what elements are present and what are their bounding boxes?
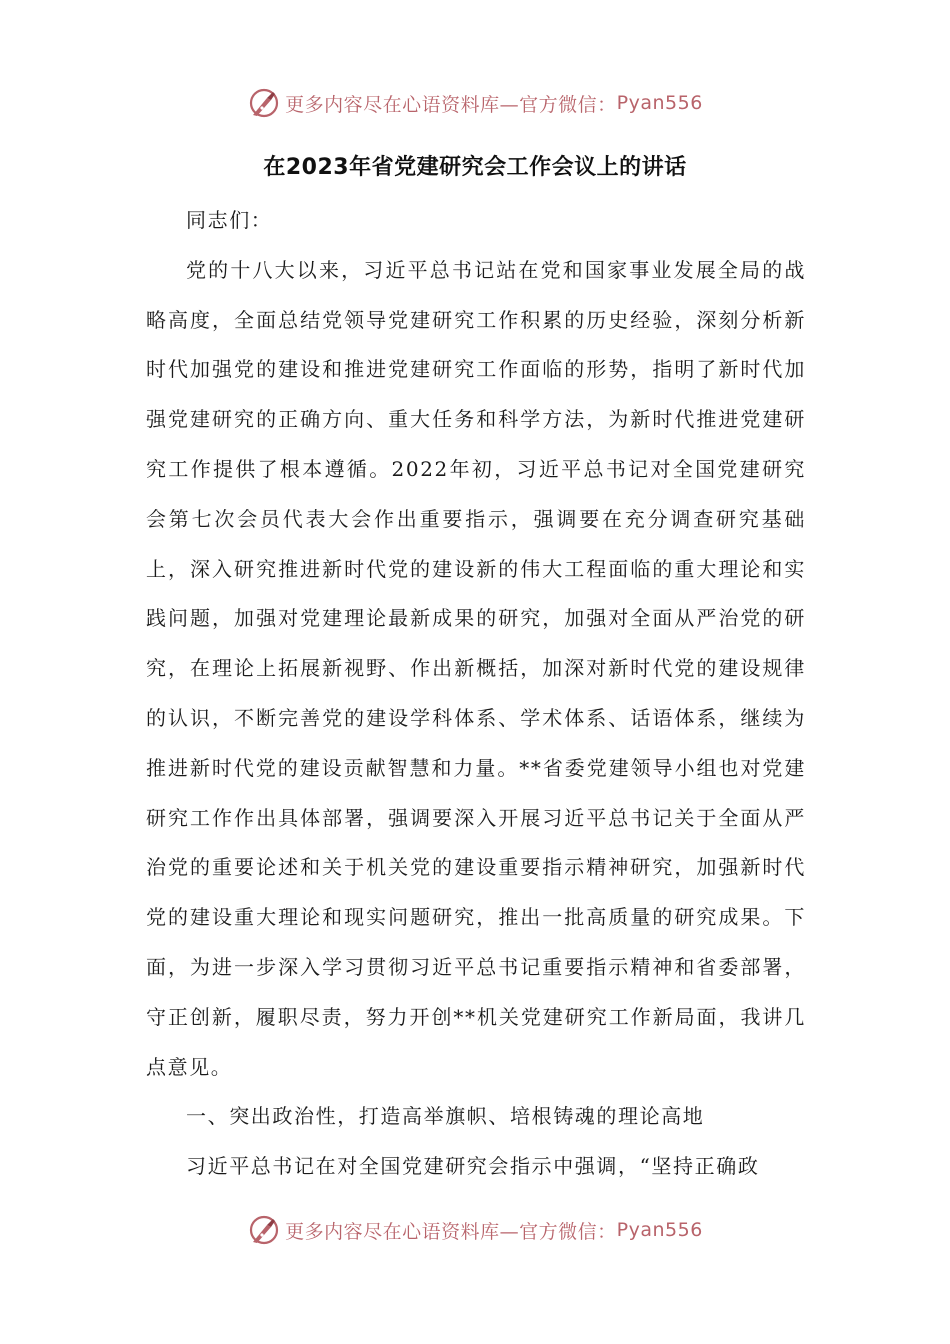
intro-paragraph: 党的十八大以来，习近平总书记站在党和国家事业发展全局的战略高度，全面总结党领导党建研究工作积累的历史经验，深刻分析新时代加强党的建设和推进党建研究工作面临的形势，指明了新时代加强党建研究的正确方向、重大任务和科学方法，为新时代推进党建研究工作提供了根本遵循。2022年初，习近平总书记对全国党建研究会第七次会员代表大会作出重要指示，强调要在充分调查研究基础上，深入研究推进新时代党的建设新的伟大工程面临的重大理论和实践问题，加强对党建理论最新成果的研究，加强对全面从严治党的研究，在理论上拓展新视野、作出新概括，加深对新时代党的建设规律的认识，不断完善党的建设学科体系、学术体系、话语体系，继续为推进新时代党的建设贡献智慧和力量。**省委党建领导小组也对党建研究工作作出具体部署，强调要深入开展习近平总书记关于全面从严治党的重要论述和关于机关党的建设重要指示精神研究，加强新时代党的建设重大理论和现实问题研究，推出一批高质量的研究成果。下面，为进一步深入学习贯彻习近平总书记重要指示精神和省委部署，守正创新，履职尽责，努力开创**机关党建研究工作新局面，我讲几点意见。 [146,257,806,1079]
document-title: 在2023年省党建研究会工作会议上的讲话 [263,155,687,180]
watermark-wechat-id: Pyan556 [616,92,703,114]
watermark-wechat-id: Pyan556 [616,1219,703,1241]
document-body [146,196,806,1192]
section-paragraph-1: 习近平总书记在对全国党建研究会指示中强调，“坚持正确政 [186,1154,760,1179]
section-heading-1: 一、突出政治性，打造高举旗帜、培根铸魂的理论高地 [186,1104,705,1129]
watermark-text: 更多内容尽在心语资料库—官方微信： [285,93,617,116]
header-watermark [0,83,950,123]
watermark-text: 更多内容尽在心语资料库—官方微信： [285,1220,617,1243]
footer-watermark [0,1210,950,1250]
pen-nib-circle-icon [247,86,281,120]
salutation-paragraph: 同志们： [186,208,273,232]
pen-nib-circle-icon [247,1213,281,1247]
